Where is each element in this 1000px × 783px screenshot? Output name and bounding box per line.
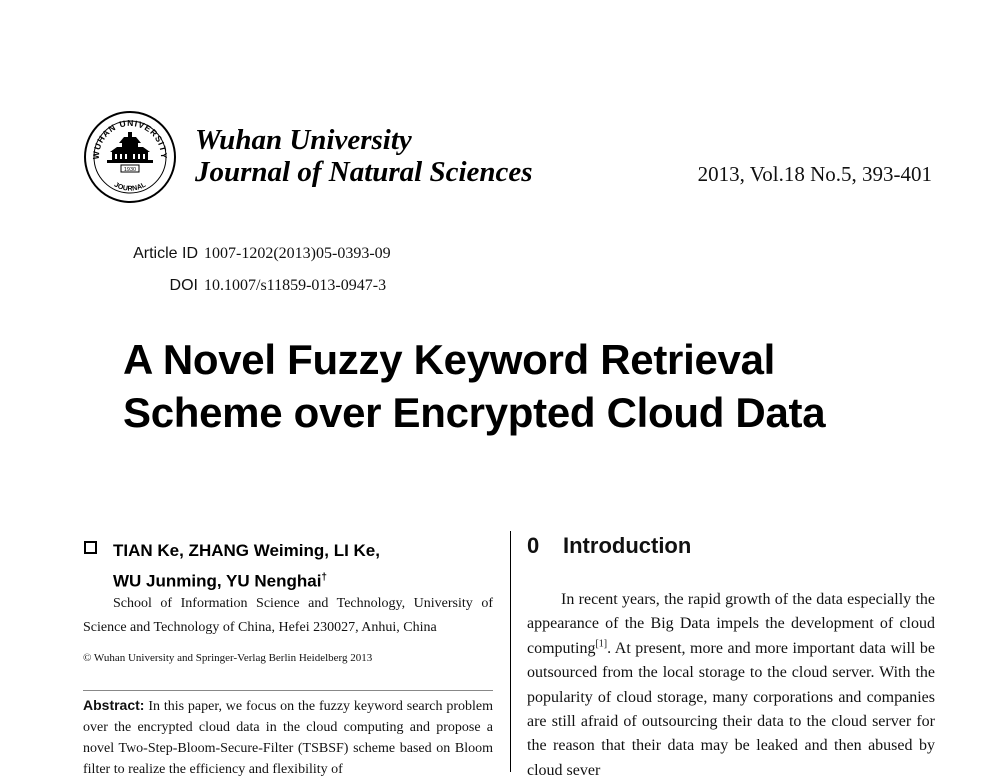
article-id-row: [100, 238, 391, 270]
section-number: 0: [527, 533, 540, 558]
logo-year: 1930: [123, 167, 137, 173]
university-building-seal-icon: [83, 110, 177, 204]
paper-title-line2: Scheme over Encrypted Cloud Data: [123, 389, 826, 436]
author-line2: [113, 564, 380, 595]
copyright: © Wuhan University and Springer-Verlag Berlin Heidelberg 2013: [83, 652, 373, 664]
journal-name: [195, 124, 533, 188]
journal-logo: [83, 110, 177, 204]
doi-value: 10.1007/s11859-013-0947-3: [204, 277, 387, 294]
journal-name-line1: Wuhan University: [195, 124, 412, 156]
doi-label: DOI: [169, 277, 198, 294]
logo-bottom-text: JOURNAL: [112, 181, 148, 193]
intro-text-part1: In recent years, the rapid growth of the data especially the appearance of the Big Data impels the development of cloud computing: [527, 591, 935, 657]
logo-top-text: WUHAN UNIVERSITY: [90, 117, 170, 160]
abstract-rule: [83, 690, 493, 691]
authors-box-icon: [84, 541, 97, 554]
author-list: [113, 537, 380, 595]
column-divider: [510, 531, 511, 772]
article-id-label: Article ID: [133, 245, 198, 262]
abstract: [83, 695, 493, 780]
paper-title: [123, 333, 825, 439]
article-id-value: 1007-1202(2013)05-0393-09: [204, 245, 391, 262]
journal-name-line2: Journal of Natural Sciences: [195, 156, 533, 188]
abstract-text: In this paper, we focus on the fuzzy keyword search problem over the encrypted cloud data in the cloud computing and propose a novel Two-Step-Bloom-Secure-Filter (TSBSF) scheme based on Bloom filter to realize the efficiency and flexibility of: [83, 699, 494, 777]
volume-info: 2013, Vol.18 No.5, 393-401: [697, 162, 932, 186]
corresponding-author-mark: †: [321, 572, 327, 583]
doi-row: [100, 270, 391, 302]
section-title: Introduction: [563, 533, 692, 558]
author-line1: TIAN Ke, ZHANG Weiming, LI Ke,: [113, 541, 380, 560]
paper-title-line1: A Novel Fuzzy Keyword Retrieval: [123, 336, 775, 383]
article-meta: [100, 238, 391, 302]
introduction-paragraph: [527, 588, 935, 783]
author-line2-text: WU Junming, YU Nenghai: [113, 571, 322, 591]
affiliation: School of Information Science and Technology, University of Science and Technology of China, Hefei 230027, Anhui, China: [83, 596, 493, 635]
section-heading: [527, 531, 691, 561]
intro-text-part2: . At present, more and more important data will be outsourced from the local storage to the cloud server. With the popularity of cloud storage, many corporations and companies are still afraid of outsourcing their data to the cloud server for the reason that their data may be leaked and then abused by cloud sever: [527, 639, 935, 779]
abstract-label: Abstract:: [83, 697, 145, 713]
citation-ref[interactable]: [1]: [595, 638, 608, 650]
